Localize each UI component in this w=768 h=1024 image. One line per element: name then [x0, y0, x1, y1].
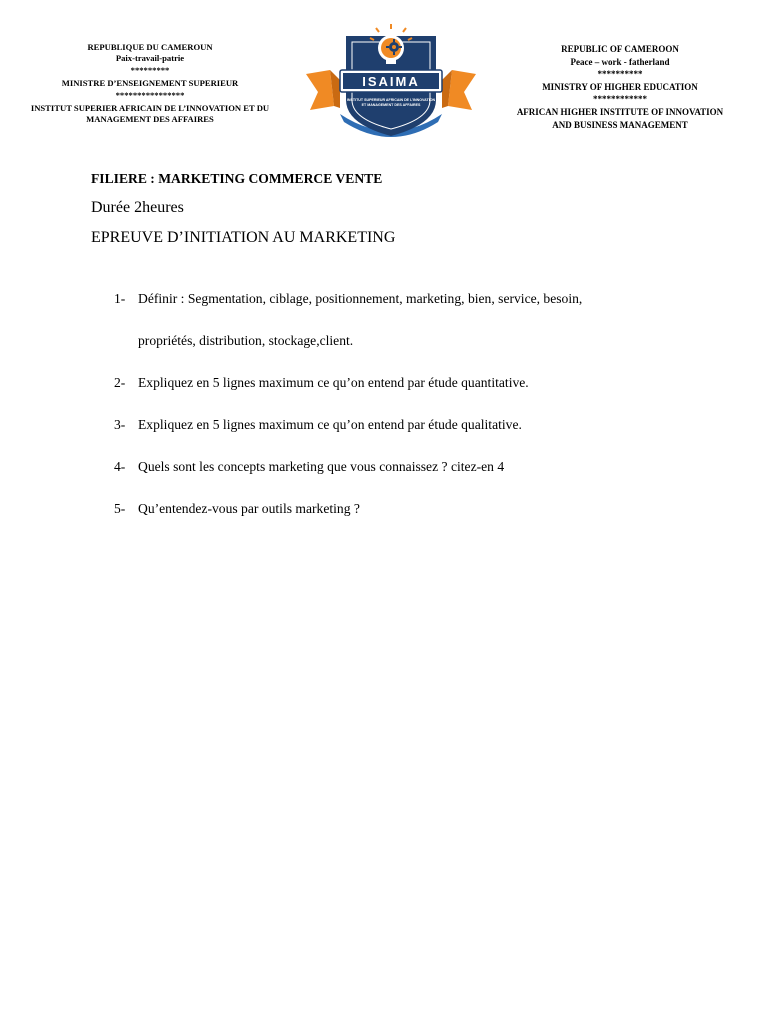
question-number: 4-	[114, 459, 126, 474]
exam-duration: Durée 2heures	[91, 199, 184, 216]
question-text: Expliquez en 5 lignes maximum ce qu’on entend par étude qualitative.	[138, 417, 522, 432]
separator-stars: **********	[597, 69, 643, 80]
country-name-en: REPUBLIC OF CAMEROON	[561, 44, 679, 54]
question-item	[114, 499, 734, 541]
logo-subtitle-line1: INSTITUT SUPERIEUR AFRICAIN DE L’INNOVATION	[346, 98, 436, 102]
question-item	[114, 289, 734, 373]
separator-stars: ************	[593, 94, 647, 105]
question-item	[114, 373, 734, 415]
isaima-logo-graphic	[300, 18, 482, 142]
logo-subtitle-line2: ET MANAGEMENT DES AFFAIRES	[361, 103, 421, 107]
separator-stars: ****************	[115, 89, 185, 100]
question-item	[114, 457, 734, 499]
question-list	[114, 289, 734, 541]
header-right-block	[492, 43, 748, 131]
question-text: Définir : Segmentation, ciblage, positionnement, marketing, bien, service, besoin,	[138, 291, 583, 306]
question-number: 2-	[114, 375, 126, 390]
isaima-logo	[300, 18, 482, 142]
question-text-continued: propriétés, distribution, stockage,client.	[138, 333, 354, 348]
exam-filiere: FILIERE : MARKETING COMMERCE VENTE	[91, 171, 383, 186]
institute-fr-line2: MANAGEMENT DES AFFAIRES	[86, 114, 214, 125]
country-name-fr: REPUBLIQUE DU CAMEROUN	[87, 42, 213, 52]
institute-en-line2: AND BUSINESS MANAGEMENT	[552, 119, 688, 130]
question-number: 3-	[114, 417, 126, 432]
motto-en: Peace – work - fatherland	[570, 56, 670, 67]
exam-title: EPREUVE D’INITIATION AU MARKETING	[91, 229, 396, 246]
question-number: 5-	[114, 501, 126, 516]
motto-fr: Paix-travail-patrie	[115, 53, 185, 64]
question-text: Expliquez en 5 lignes maximum ce qu’on entend par étude quantitative.	[138, 375, 529, 390]
institute-fr-line1: INSTITUT SUPERIER AFRICAIN DE L’INNOVATION ET DU	[30, 103, 270, 114]
question-item	[114, 415, 734, 457]
question-text: Quels sont les concepts marketing que vous connaissez ? citez-en 4	[138, 459, 505, 474]
question-number: 1-	[114, 291, 126, 306]
logo-name: ISAIMA	[362, 74, 420, 89]
institute-en-line1: AFRICAN HIGHER INSTITUTE OF INNOVATION	[516, 106, 724, 117]
header-left-block	[20, 42, 280, 126]
ministry-en: MINISTRY OF HIGHER EDUCATION	[542, 81, 698, 92]
question-text: Qu’entendez-vous par outils marketing ?	[138, 501, 360, 516]
ministry-fr: MINISTRE D’ENSEIGNEMENT SUPERIEUR	[61, 78, 239, 89]
separator-stars: *********	[130, 64, 170, 75]
